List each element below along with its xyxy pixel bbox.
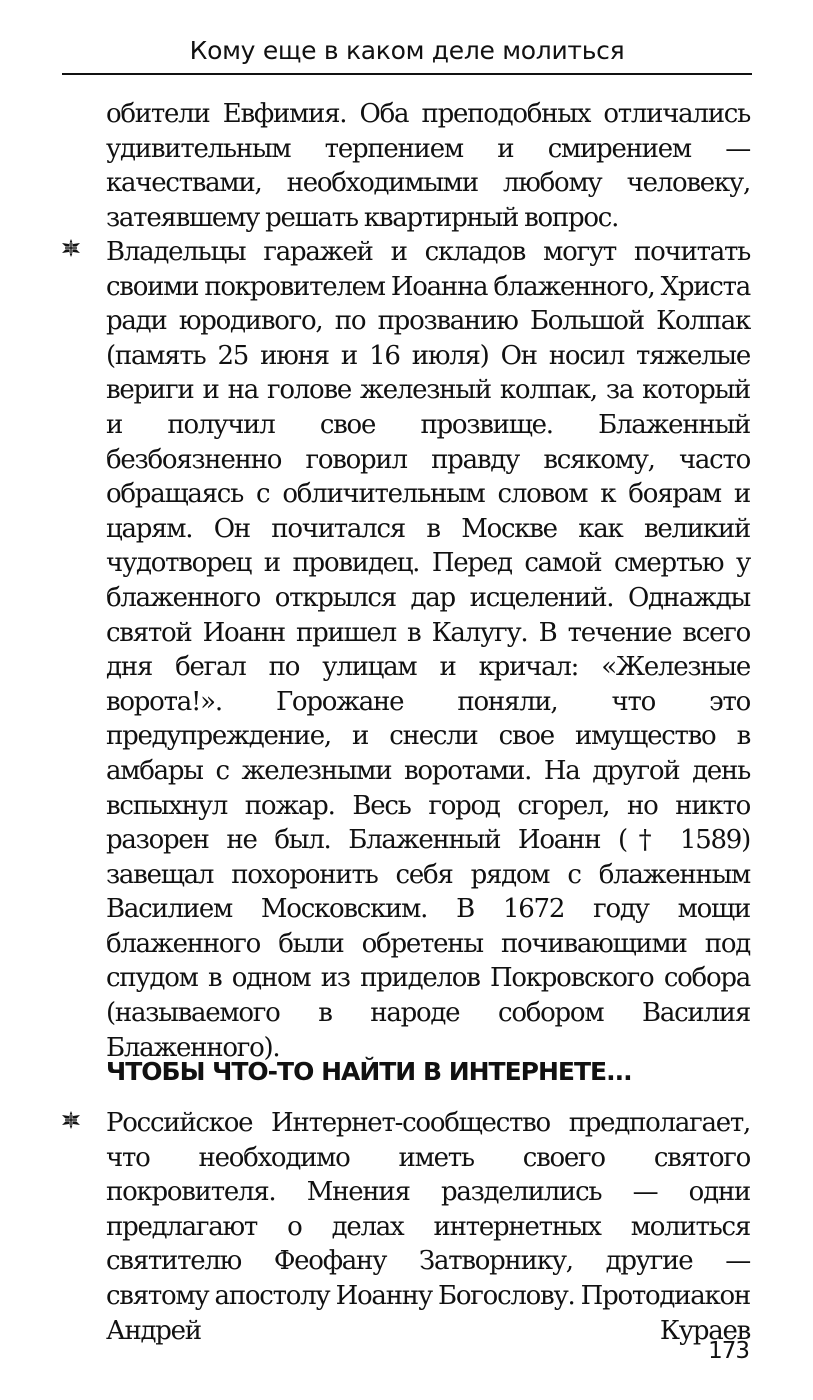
- section-heading: ЧТОБЫ ЧТО-ТО НАЙТИ В ИНТЕРНЕТЕ...: [106, 1057, 632, 1086]
- paragraph-garages: Владельцы гаражей и складов могут почитать своими покровителем Иоанна блаженного, Христа ради юродивого, по прозванию Большой Колпак (память 25 июня и 16 июля) Он носил тяжелые вериги и на голове железный колпак, за который и получил свое прозвище. Блаженный безбоязненно говорил правду всякому, часто обращаясь с обличительным словом к боярам и царям. Он почитался в Москве как великий чудотворец и провидец. Перед самой смертью у блаженного открылся дар исцелений. Однажды святой Иоанн пришел в Калугу. В течение всего дня бегал по улицам и кричал: «Железные ворота!». Горожане поняли, что это предупреждение, и снесли свое имущество в амбары с железными воротами. На другой день вспыхнул пожар. Весь город сгорел, но никто разорен не был. Блаженный Иоанн († 1589) завещал похоронить себя рядом с блаженным Василием Московским. В 1672 году мощи блаженного были обретены почивающими под спудом в одном из приделов Покровского собора (называемого в народе собором Василия Блаженного).: [106, 237, 750, 1063]
- paragraph-internet: Российское Интернет-сообщество предполагает, что необходимо иметь своего святого покровителя. Мнения разделились — одни предлагают о делах интернетных молиться святителю Феофану Затворнику, другие — святому апостолу Иоанну Богослову. Протодиакон Андрей Кураев: [106, 1108, 750, 1346]
- cross-bullet-icon: [62, 1111, 80, 1129]
- cross-bullet-icon: [62, 239, 80, 257]
- continuation-paragraph: обители Евфимия. Оба преподобных отличались удивительным терпением и смирением — качествами, необходимыми любому человеку, затеявшему решать квартирный вопрос.: [106, 99, 750, 233]
- header-rule: [62, 73, 752, 75]
- running-header: Кому еще в каком деле молиться: [189, 36, 625, 65]
- page-number: 173: [708, 1338, 749, 1364]
